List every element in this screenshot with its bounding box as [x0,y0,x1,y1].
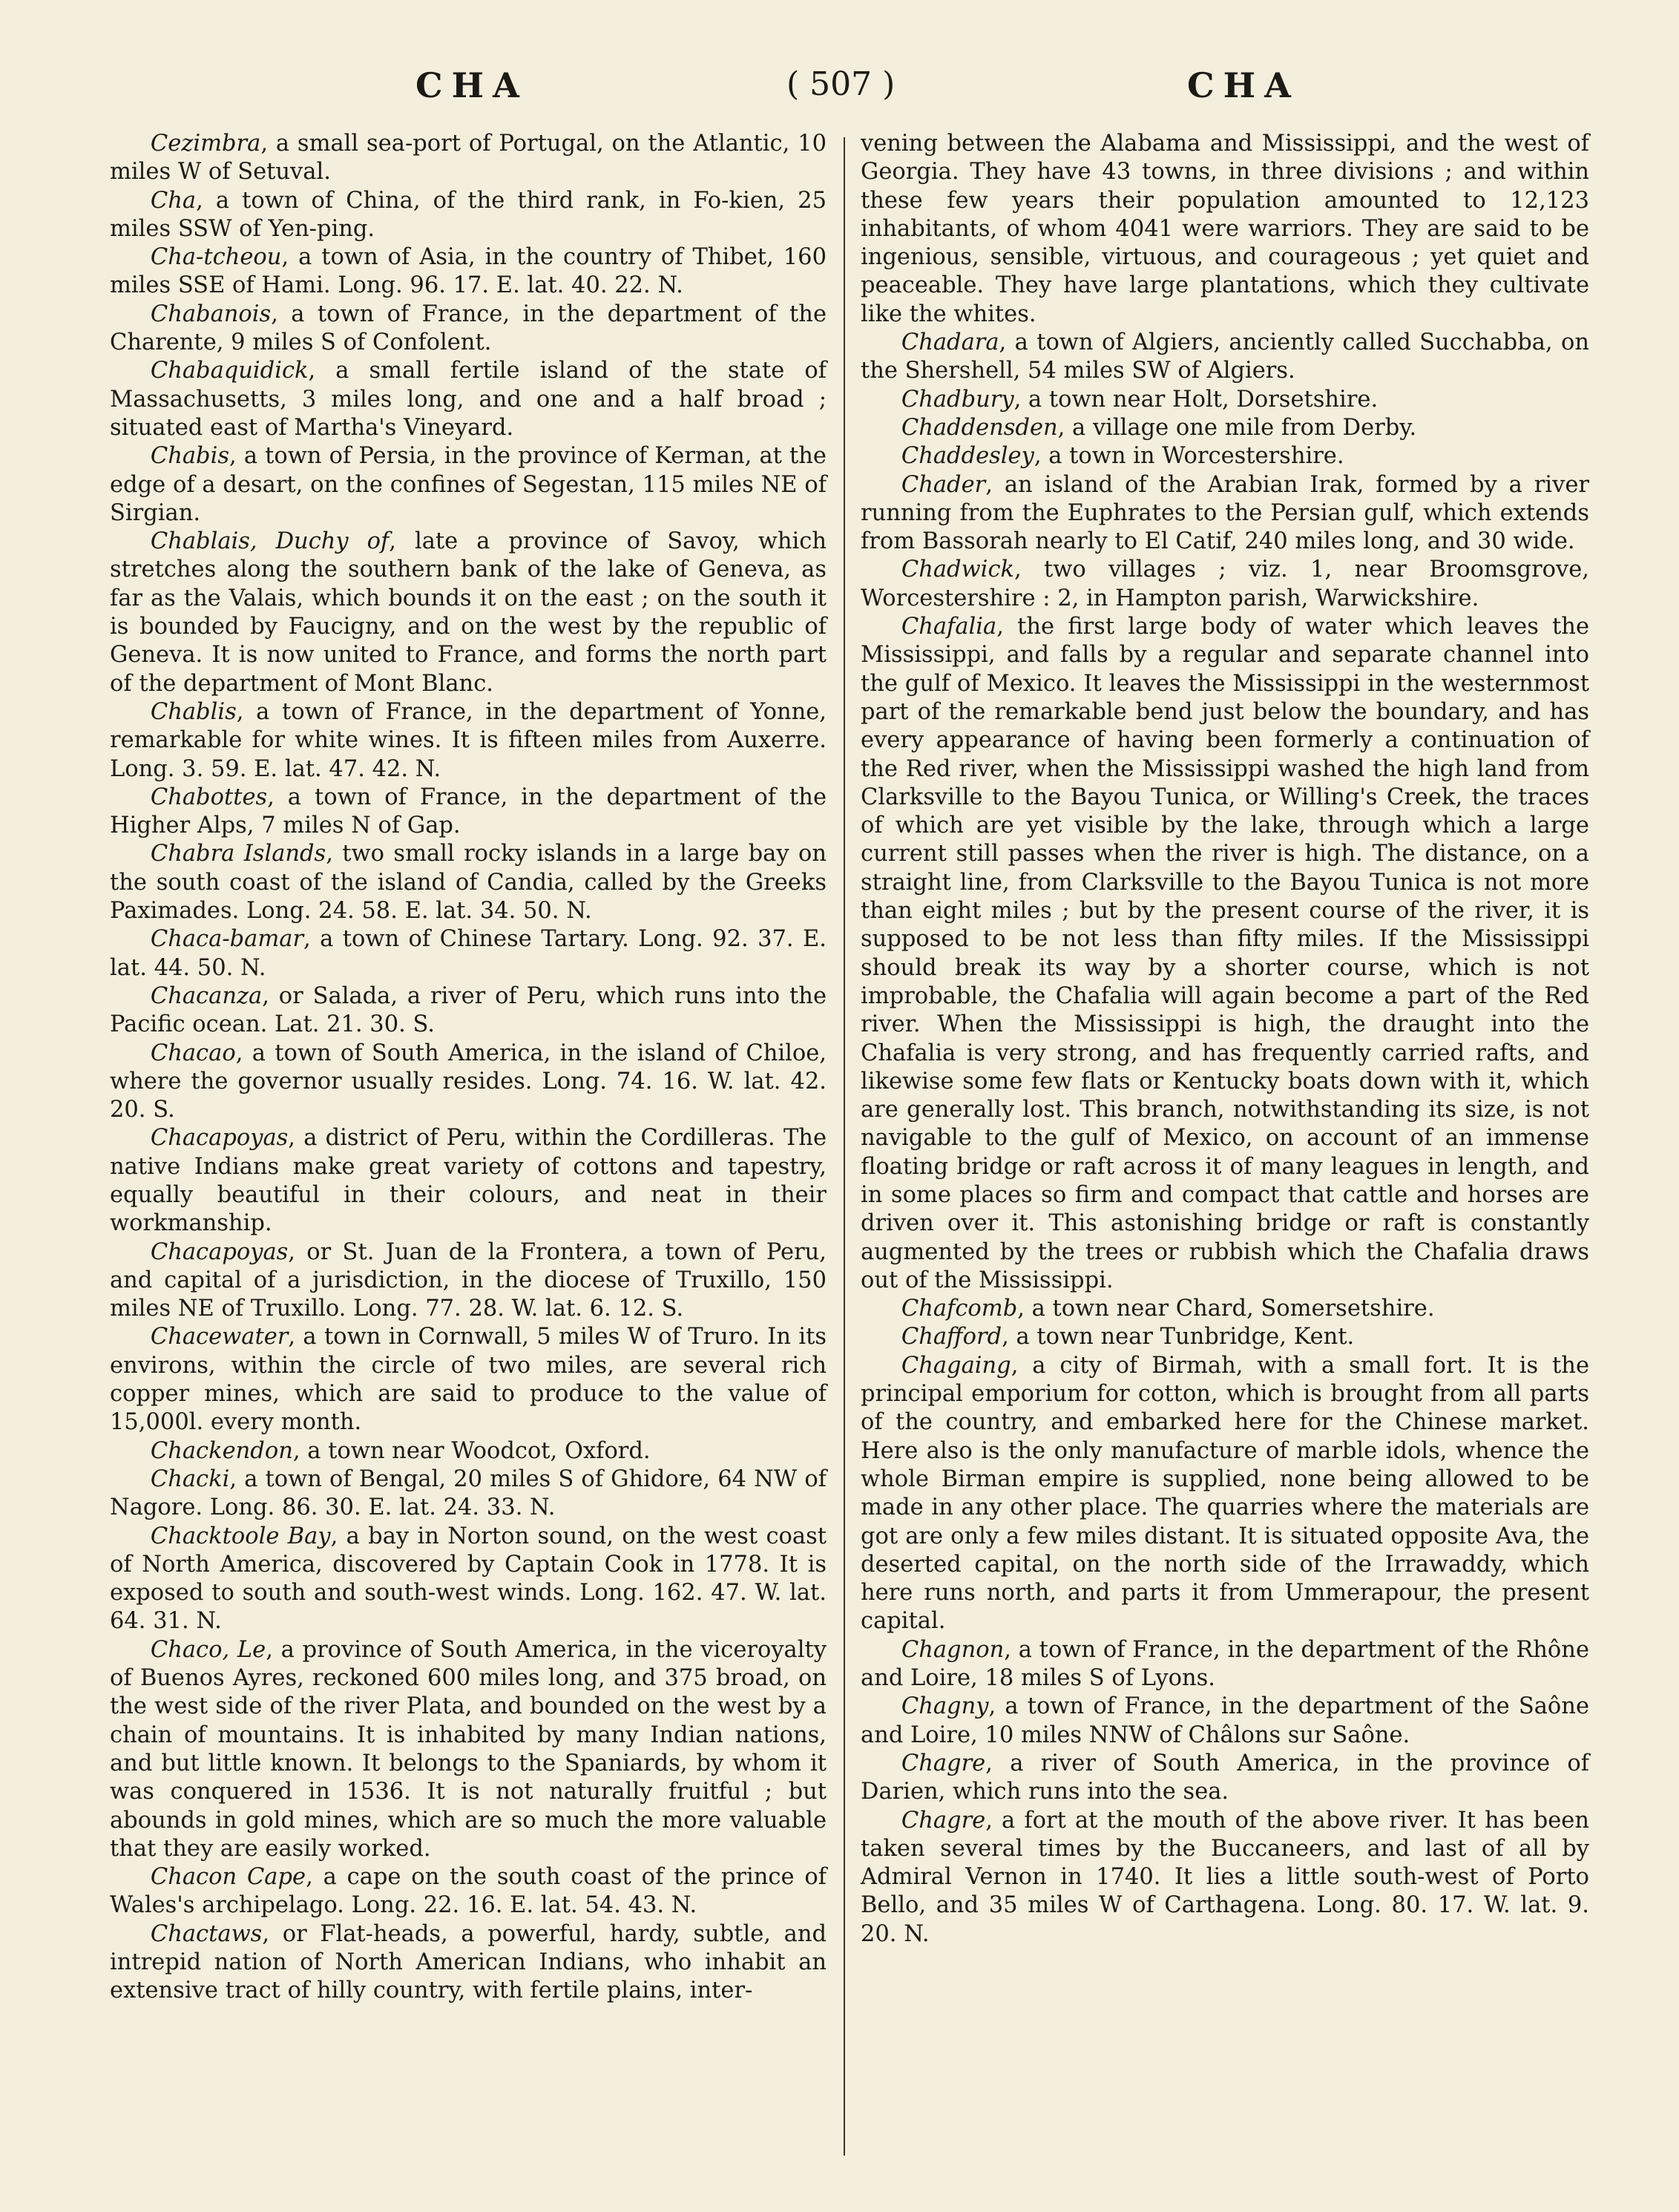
entry-headword: Chacewater [150,1324,289,1350]
dictionary-entry [861,1693,1589,1750]
dictionary-entry [110,1523,827,1636]
entry-text: vening between the Alabama and Mississippi, and the west of Georgia. They have 43 towns, in three divisions ; and within these few years their population amounted to 12,123 inhabitants, of whom 4041 were warriors. They are said to be ingenious, sensible, virtuous, and courageous ; yet quiet and peaceable. They have large plantations, which they cultivate like the whites. [861,131,1589,327]
entry-headword: Chaddesley [901,443,1034,470]
entry-headword: Chagaing [901,1352,1011,1379]
entry-text: , a village one mile from Derby. [1057,414,1417,441]
entry-headword: Chadwick [901,557,1015,583]
header-right: CHA [1187,65,1300,105]
entry-text: , a town near Woodcot, Oxford. [292,1437,651,1464]
entry-text: , a town of Bengal, 20 miles S of Ghidore, 64 NW of Nagore. Long. 86. 30. E. lat. 24. 33. N. [110,1466,827,1521]
dictionary-entry [861,414,1589,442]
dictionary-entry [861,442,1589,470]
dictionary-entry [110,698,827,784]
entry-headword: Cha-tcheou [150,244,282,271]
column-divider [844,137,845,2156]
entry-headword: Chabottes [150,784,268,810]
dictionary-entry [110,1437,827,1466]
entry-headword: Chabis [150,443,229,470]
entry-text: , or Flat-heads, a powerful, hardy, subtle, and intrepid nation of North American Indians, who inhabit an extensive tract of hilly country, with fertile plains, inter- [110,1920,827,2004]
entry-text: , a small fertile island of the state of Massachusetts, 3 miles long, and one and a half broad ; situated east of Martha's Vineyard. [110,358,827,441]
entry-headword: Chacki [150,1466,230,1492]
dictionary-entry [861,471,1589,557]
entry-headword: Chacktoole Bay [150,1523,331,1549]
entry-headword: Chacanza [150,982,263,1009]
dictionary-entry [110,1124,827,1238]
dictionary-entry [110,925,827,982]
dictionary-entry [110,1323,827,1437]
entry-text: , a town in Worcestershire. [1034,443,1344,470]
entry-text: , or Salada, a river of Peru, which runs into the Pacific ocean. Lat. 21. 30. S. [110,982,827,1038]
dictionary-entry [861,1807,1589,1949]
entry-headword: Chacon Cape [150,1864,306,1891]
entry-text: , a town of France, in the department of the Charente, 9 miles S of Confolent. [110,301,827,356]
right-column [861,130,1589,1949]
entry-text: , a town near Holt, Dorsetshire. [1013,386,1379,413]
entry-headword: Chabanois [150,301,272,327]
entry-text: , two small rocky islands in a large bay on the south coast of the island of Candia, called by the Greeks Paximades. Long. 24. 58. E. lat. 34. 50. N. [110,841,827,925]
page-number: ( 507 ) [786,65,896,103]
dictionary-entry [110,982,827,1040]
entry-headword: Chafalia [901,614,997,640]
entry-headword: Chacapoyas [150,1125,289,1152]
entry-text: , a town of South America, in the island of Chiloe, where the governor usually resides. Long. 74. 16. W. lat. 42. 20. S. [110,1040,827,1123]
entry-text: , a river of South America, in the province of Darien, which runs into the sea. [861,1750,1589,1805]
entry-text: , a small sea-port of Portugal, on the Atlantic, 10 miles W of Setuval. [110,131,827,186]
dictionary-entry [861,1636,1589,1693]
entry-headword: Chactaws [150,1920,263,1947]
dictionary-entry [861,613,1589,1295]
dictionary-entry [861,1750,1589,1807]
dictionary-entry [861,386,1589,414]
entry-text: , a town of Chinese Tartary. Long. 92. 37. E. lat. 44. 50. N. [110,926,827,981]
entry-text: , a town of France, in the department of the Saône and Loire, 10 miles NNW of Châlons sur Saône. [861,1693,1589,1748]
dictionary-entry [861,1323,1589,1351]
entry-headword: Chadara [901,329,999,356]
entry-headword: Chafford [901,1324,1002,1350]
entry-text: , a town of Algiers, anciently called Succhabba, on the Shershell, 54 miles SW of Algiers. [861,329,1589,384]
dictionary-entry [110,784,827,841]
entry-text: , a city of Birmah, with a small fort. It is the principal emporium for cotton, which is brought from all parts of the country, and embarked here for the Chinese market. Here also is the only manufacture of marble idols, whence the whole Birman empire is supplied, none being allowed to be made in any other place. The quarries where the materials are got are only a few miles distant. It is situated opposite Ava, the deserted capital, on the north side of the Irrawaddy, which here runs north, and parts it from Ummerapour, the present capital. [861,1352,1589,1635]
entry-headword: Chablais, Duchy of [150,528,390,555]
dictionary-entry [861,130,1589,329]
dictionary-entry [110,442,827,528]
entry-text: , late a province of Savoy, which stretches along the southern bank of the lake of Geneva, as far as the Valais, which bounds it on the east ; on the south it is bounded by Faucigny, and on the west by the republic of Geneva. It is now united to France, and forms the north part of the department of Mont Blanc. [110,528,827,697]
dictionary-entry [110,840,827,925]
dictionary-entry [110,301,827,358]
entry-text: , or St. Juan de la Frontera, a town of Peru, and capital of a jurisdiction, in the diocese of Truxillo, 150 miles NE of Truxillo. Long. 77. 28. W. lat. 6. 12. S. [110,1238,827,1322]
dictionary-entry [861,1352,1589,1636]
dictionary-entry [110,528,827,698]
entry-headword: Chabra Islands [150,841,326,867]
entry-headword: Chafcomb [901,1296,1018,1322]
entry-headword: Chagny [901,1693,989,1720]
left-column [110,130,827,2006]
dictionary-entry [861,556,1589,613]
entry-headword: Cezimbra [150,131,261,157]
dictionary-entry [110,1040,827,1125]
entry-headword: Chablis [150,698,237,725]
entry-text: , a town of Persia, in the province of Kerman, at the edge of a desart, on the confines of Segestan, 115 miles NE of Sirgian. [110,443,827,526]
entry-text: , a town of France, in the department of Yonne, remarkable for white wines. It is fifteen miles from Auxerre. Long. 3. 59. E. lat. 47. 42. N. [110,698,827,782]
entry-text: , a bay in Norton sound, on the west coast of North America, discovered by Captain Cook in 1778. It is exposed to south and south-west winds. Long. 162. 47. W. lat. 64. 31. N. [110,1523,827,1635]
entry-text: , a town of France, in the department of the Rhône and Loire, 18 miles S of Lyons. [861,1636,1589,1692]
entry-text: , an island of the Arabian Irak, formed by a river running from the Euphrates to the Persian gulf, which extends from Bassorah nearly to El Catif, 240 miles long, and 30 wide. [861,471,1589,555]
entry-headword: Chacao [150,1040,236,1066]
dictionary-entry [110,130,827,187]
dictionary-entry [110,243,827,301]
dictionary-entry [110,357,827,442]
entry-text: , a town of China, of the third rank, in Fo-kien, 25 miles SSW of Yen-ping. [110,187,827,242]
entry-text: , a town near Chard, Somersetshire. [1017,1296,1435,1322]
dictionary-entry [110,187,827,244]
entry-headword: Chackendon [150,1437,293,1464]
entry-headword: Cha [150,187,197,214]
header-left: CHA [415,65,528,105]
entry-headword: Chagnon [901,1636,1005,1663]
page-header [0,65,1679,117]
entry-text: , a province of South America, in the viceroyalty of Buenos Ayres, reckoned 600 miles long, and 375 broad, on the west side of the river Plata, and bounded on the west by a chain of mountains. It is inhabited by many Indian nations, and but little known. It belongs to the Spaniards, by whom it was conquered in 1536. It is not naturally fruitful ; but abounds in gold mines, which are so much the more valuable that they are easily worked. [110,1636,827,1862]
entry-text: , a town in Cornwall, 5 miles W of Truro. In its environs, within the circle of two miles, are several rich copper mines, which are said to produce to the value of 15,000l. every month. [110,1324,827,1436]
entry-headword: Chaco, Le [150,1636,266,1663]
dictionary-entry [861,329,1589,386]
dictionary-entry [110,1466,827,1523]
entry-headword: Chabaquidick [150,358,309,384]
entry-text: , the first large body of water which leaves the Mississippi, and falls by a regular and separate channel into the gulf of Mexico. It leaves the Mississippi in the westernmost part of the remarkable bend just below the boundary, and has every appearance of having been formerly a continuation of the Red river, when the Mississippi washed the high land from Clarksville to the Bayou Tunica, or Willing's Creek, the traces of which are yet visible by the lake, through which a large current still passes when the river is high. The distance, on a straight line, from Clarksville to the Bayou Tunica is not more than eight miles ; but by the present course of the river, it is supposed to be not less than fifty miles. If the Mississippi should break its way by a shorter course, which is not improbable, the Chafalia will again become a part of the Red river. When the Mississippi is high, the draught into the Chafalia is very strong, and has frequently carried rafts, and likewise some few flats or Kentucky boats down with it, which are generally lost. This branch, notwithstanding its size, is not navigable to the gulf of Mexico, on account of an immense floating bridge or raft across it of many leagues in length, and in some places so firm and compact that cattle and horses are driven over it. This astonishing bridge or raft is constantly augmented by the trees or rubbish which the Chafalia draws out of the Mississippi. [861,614,1589,1293]
entry-text: , a town of France, in the department of the Higher Alps, 7 miles N of Gap. [110,784,827,839]
entry-text: , a town near Tunbridge, Kent. [1002,1324,1355,1350]
entry-text: , a cape on the south coast of the prince of Wales's archipelago. Long. 22. 16. E. lat. 54. 43. N. [110,1864,827,1919]
dictionary-entry [110,1920,827,2006]
entry-text: , a fort at the mouth of the above river. It has been taken several times by the Buccaneers, and last of all by Admiral Vernon in 1740. It lies a little south-west of Porto Bello, and 35 miles W of Carthagena. Long. 80. 17. W. lat. 9. 20. N. [861,1807,1589,1947]
entry-headword: Chagre [901,1750,986,1776]
entry-text: , two villages ; viz. 1, near Broomsgrove, Worcestershire : 2, in Hampton parish, Warwickshire. [861,557,1589,611]
entry-headword: Chadbury [901,386,1014,413]
entry-headword: Chader [901,471,986,498]
entry-headword: Chagre [901,1807,986,1834]
entry-headword: Chacapoyas [150,1238,289,1265]
dictionary-entry [110,1238,827,1324]
entry-text: , a town of Asia, in the country of Thibet, 160 miles SSE of Hami. Long. 96. 17. E. lat. 40. 22. N. [110,244,827,299]
dictionary-entry [861,1295,1589,1323]
dictionary-entry [110,1636,827,1863]
entry-text: , a district of Peru, within the Cordilleras. The native Indians make great variety of cottons and tapestry, equally beautiful in their colours, and neat in their workmanship. [110,1125,827,1237]
entry-headword: Chaddensden [901,414,1058,441]
entry-headword: Chaca-bamar [150,926,304,953]
dictionary-entry [110,1863,827,1920]
